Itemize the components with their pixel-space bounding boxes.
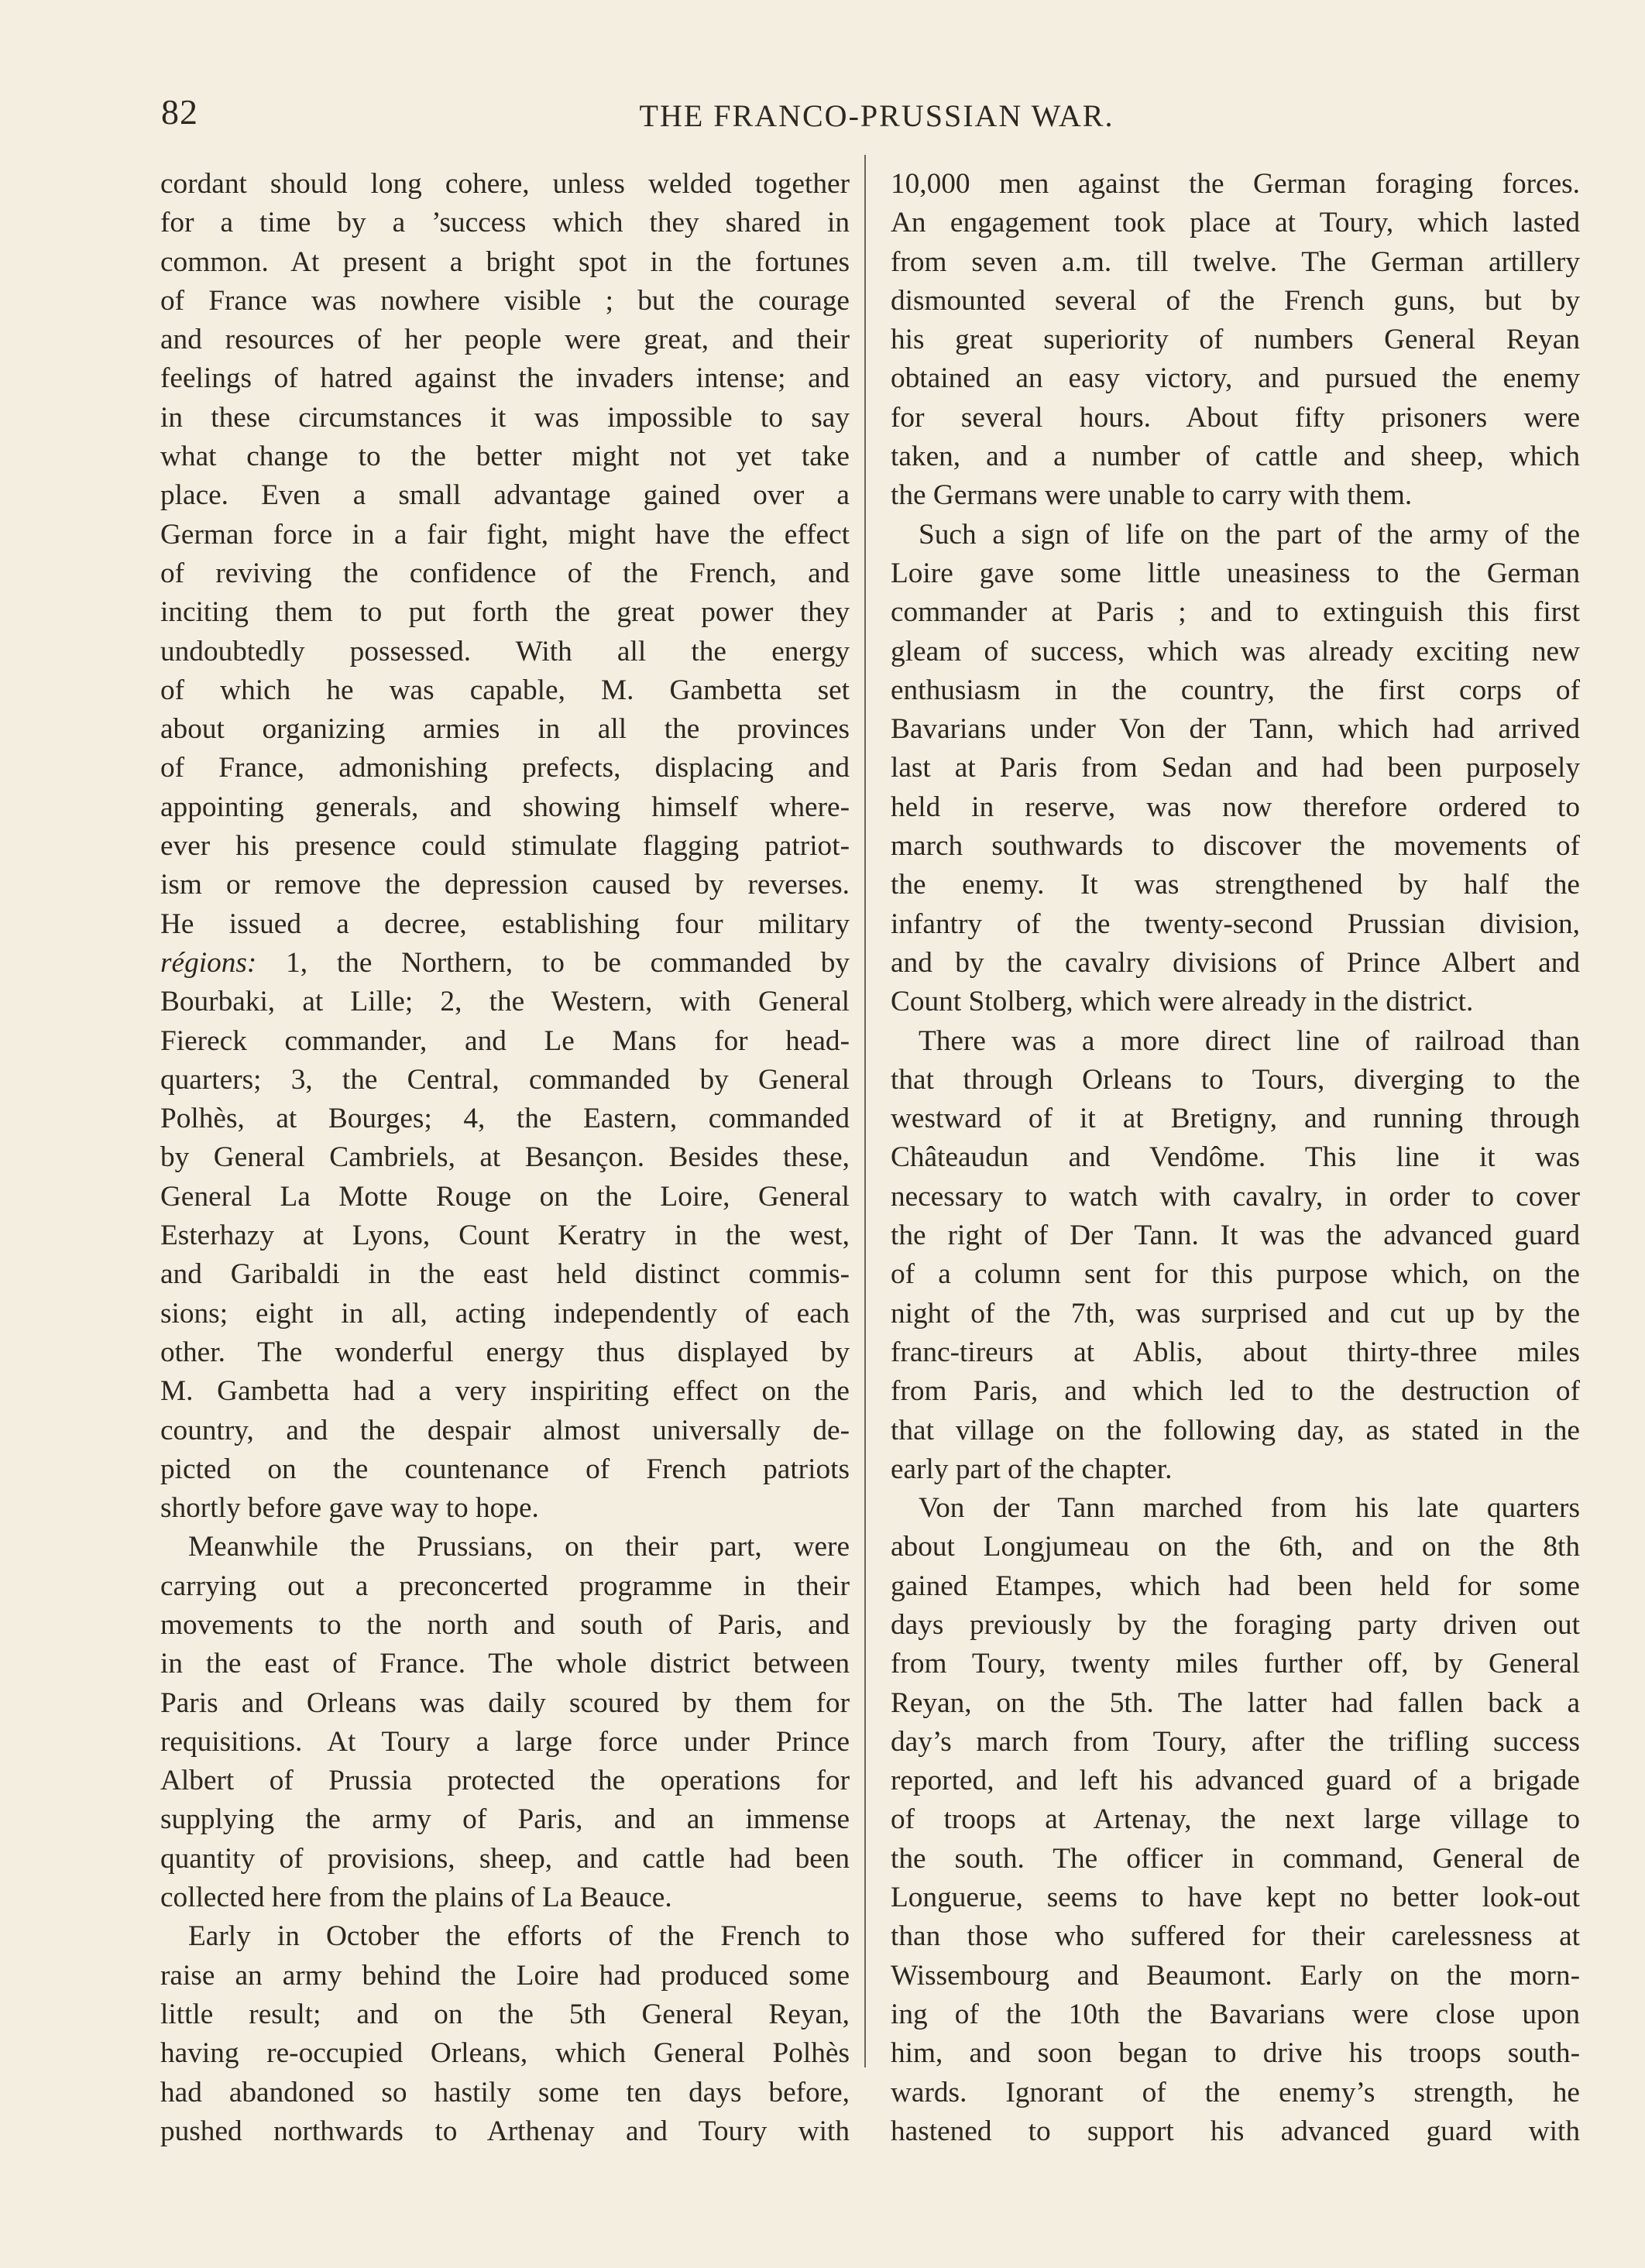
text-line: Paris and Orleans was daily scoured by them for	[160, 1686, 850, 1719]
text-line: of France was nowhere visible ; but the courage	[160, 284, 850, 317]
text-line: Von der Tann marched from his late quarters	[919, 1492, 1580, 1525]
text-line: westward of it at Bretigny, and running through	[891, 1103, 1580, 1135]
text-line: ism or remove the depression caused by reverses.	[160, 869, 850, 901]
text-line: Loire gave some little uneasiness to the German	[891, 557, 1580, 589]
text-line: held in reserve, was now therefore ordered to	[891, 791, 1580, 823]
text-line: picted on the countenance of French patriots	[160, 1453, 850, 1485]
text-line: ever his presence could stimulate flagging patriot-	[160, 830, 850, 863]
text-line: Bavarians under Von der Tann, which had arrived	[891, 713, 1580, 746]
text-line: ing of the 10th the Bavarians were close upon	[891, 1998, 1580, 2030]
text-line: early part of the chapter.	[891, 1453, 1173, 1485]
text-line: the Germans were unable to carry with them.	[891, 479, 1413, 512]
text-line: Count Stolberg, which were already in the district.	[891, 986, 1474, 1018]
text-line: gleam of success, which was already exciting new	[891, 635, 1580, 667]
text-line: his great superiority of numbers General Reyan	[891, 324, 1580, 356]
text-line: that through Orleans to Tours, diverging to the	[891, 1063, 1580, 1096]
text-line: for several hours. About fifty prisoners were	[891, 401, 1580, 434]
text-line: in these circumstances it was impossible to say	[160, 401, 850, 434]
text-line: supplying the army of Paris, and an immense	[160, 1803, 850, 1836]
text-line: cordant should long cohere, unless welded together	[160, 168, 850, 200]
text-line: taken, and a number of cattle and sheep, which	[891, 441, 1580, 473]
text-line: franc-tireurs at Ablis, about thirty-three miles	[891, 1336, 1580, 1368]
text-line: night of the 7th, was surprised and cut up by the	[891, 1297, 1580, 1330]
text-line: place. Even a small advantage gained over a	[160, 479, 850, 512]
text-line: An engagement took place at Toury, which lasted	[891, 207, 1580, 239]
text-line: than those who suffered for their carelessness at	[891, 1920, 1580, 1953]
text-line: Wissembourg and Beaumont. Early on the morn-	[891, 1959, 1580, 1992]
text-line: carrying out a preconcerted programme in their	[160, 1570, 850, 1602]
text-line: M. Gambetta had a very inspiriting effect on the	[160, 1375, 850, 1408]
text-line: Châteaudun and Vendôme. This line it was	[891, 1141, 1580, 1174]
text-line: inciting them to put forth the great power they	[160, 596, 850, 629]
text-line: wards. Ignorant of the enemy’s strength, he	[891, 2076, 1580, 2108]
text-line: régions: 1, the Northern, to be commanded by	[160, 946, 850, 979]
text-line: pushed northwards to Arthenay and Toury with	[160, 2115, 850, 2147]
text-line: country, and the despair almost universally de-	[160, 1414, 850, 1446]
text-line: Meanwhile the Prussians, on their part, were	[188, 1531, 850, 1563]
text-line: He issued a decree, establishing four military	[160, 908, 850, 940]
text-line: Longuerue, seems to have kept no better look-out	[891, 1882, 1580, 1914]
text-line: commander at Paris ; and to extinguish this first	[891, 596, 1580, 629]
text-line: had abandoned so hastily some ten days before,	[160, 2076, 850, 2108]
text-line: sions; eight in all, acting independently of each	[160, 1297, 850, 1330]
text-line: the enemy. It was strengthened by half the	[891, 869, 1580, 901]
text-line: by General Cambriels, at Besançon. Besides these,	[160, 1141, 850, 1174]
text-line: reported, and left his advanced guard of a brigade	[891, 1765, 1580, 1797]
text-line: last at Paris from Sedan and had been purposely	[891, 752, 1580, 784]
text-line: from seven a.m. till twelve. The German artillery	[891, 245, 1580, 278]
text-line: day’s march from Toury, after the trifling success	[891, 1725, 1580, 1758]
text-line: necessary to watch with cavalry, in order to cover	[891, 1180, 1580, 1213]
text-line: quarters; 3, the Central, commanded by General	[160, 1063, 850, 1096]
text-line: from Toury, twenty miles further off, by General	[891, 1648, 1580, 1680]
text-line: enthusiasm in the country, the first corps of	[891, 674, 1580, 706]
right-text-column	[891, 165, 1580, 2151]
page-number: 82	[161, 92, 198, 132]
text-line: appointing generals, and showing himself where-	[160, 791, 850, 823]
text-line: about Longjumeau on the 6th, and on the 8th	[891, 1531, 1580, 1563]
text-line: Esterhazy at Lyons, Count Keratry in the west,	[160, 1220, 850, 1252]
text-line: from Paris, and which led to the destruction of	[891, 1375, 1580, 1408]
text-line: gained Etampes, which had been held for some	[891, 1570, 1580, 1602]
text-line: Albert of Prussia protected the operations for	[160, 1765, 850, 1797]
text-line: of reviving the confidence of the French, and	[160, 557, 850, 589]
text-line: Fiereck commander, and Le Mans for head-	[160, 1024, 850, 1057]
text-line: of France, admonishing prefects, displacing and	[160, 752, 850, 784]
italic-term: régions:	[160, 946, 257, 979]
text-line: other. The wonderful energy thus displayed by	[160, 1336, 850, 1368]
text-line: little result; and on the 5th General Reyan,	[160, 1998, 850, 2030]
text-line: General La Motte Rouge on the Loire, General	[160, 1180, 850, 1213]
text-line: obtained an easy victory, and pursued the enemy	[891, 362, 1580, 395]
page-header	[161, 91, 1592, 138]
text-line: hastened to support his advanced guard with	[891, 2115, 1580, 2147]
text-line: movements to the north and south of Paris, and	[160, 1608, 850, 1641]
text-line: and resources of her people were great, and their	[160, 324, 850, 356]
text-line: raise an army behind the Loire had produced some	[160, 1959, 850, 1992]
column-divider	[864, 155, 866, 2067]
text-line: the south. The officer in command, General de	[891, 1842, 1580, 1875]
text-line: There was a more direct line of railroad than	[919, 1024, 1580, 1057]
text-line: Such a sign of life on the part of the army of the	[919, 518, 1580, 551]
text-line: of which he was capable, M. Gambetta set	[160, 674, 850, 706]
text-line: requisitions. At Toury a large force under Prince	[160, 1725, 850, 1758]
text-line: of a column sent for this purpose which, on the	[891, 1258, 1580, 1291]
text-line: common. At present a bright spot in the fortunes	[160, 245, 850, 278]
text-line: about organizing armies in all the provinces	[160, 713, 850, 746]
text-line: Reyan, on the 5th. The latter had fallen back a	[891, 1686, 1580, 1719]
text-line: 10,000 men against the German foraging forces.	[891, 168, 1580, 200]
text-line: German force in a fair fight, might have the effect	[160, 518, 850, 551]
running-title: THE FRANCO-PRUSSIAN WAR.	[639, 98, 1114, 133]
text-line: in the east of France. The whole district between	[160, 1648, 850, 1680]
text-line: collected here from the plains of La Beauce.	[160, 1882, 672, 1914]
text-line: shortly before gave way to hope.	[160, 1492, 539, 1525]
text-line: and Garibaldi in the east held distinct commis-	[160, 1258, 850, 1291]
text-line: days previously by the foraging party driven out	[891, 1608, 1580, 1641]
text-line: dismounted several of the French guns, but by	[891, 284, 1580, 317]
text-line: undoubtedly possessed. With all the energy	[160, 635, 850, 667]
text-line: him, and soon began to drive his troops south-	[891, 2037, 1580, 2070]
text-line: infantry of the twenty-second Prussian division,	[891, 908, 1580, 940]
text-line: Early in October the efforts of the French to	[188, 1920, 850, 1953]
text-line: of troops at Artenay, the next large village to	[891, 1803, 1580, 1836]
text-line: quantity of provisions, sheep, and cattle had been	[160, 1842, 850, 1875]
text-line: and by the cavalry divisions of Prince Albert and	[891, 946, 1580, 979]
text-line: march southwards to discover the movements of	[891, 830, 1580, 863]
text-line: having re-occupied Orleans, which General Polhès	[160, 2037, 850, 2070]
text-line: what change to the better might not yet take	[160, 441, 850, 473]
text-line: that village on the following day, as stated in the	[891, 1414, 1580, 1446]
text-line: feelings of hatred against the invaders intense; and	[160, 362, 850, 395]
text-line: for a time by a ’success which they shared in	[160, 207, 850, 239]
left-text-column	[160, 165, 850, 2151]
text-line: Polhès, at Bourges; 4, the Eastern, commanded	[160, 1103, 850, 1135]
text-line: Bourbaki, at Lille; 2, the Western, with General	[160, 986, 850, 1018]
text-line: the right of Der Tann. It was the advanced guard	[891, 1220, 1580, 1252]
